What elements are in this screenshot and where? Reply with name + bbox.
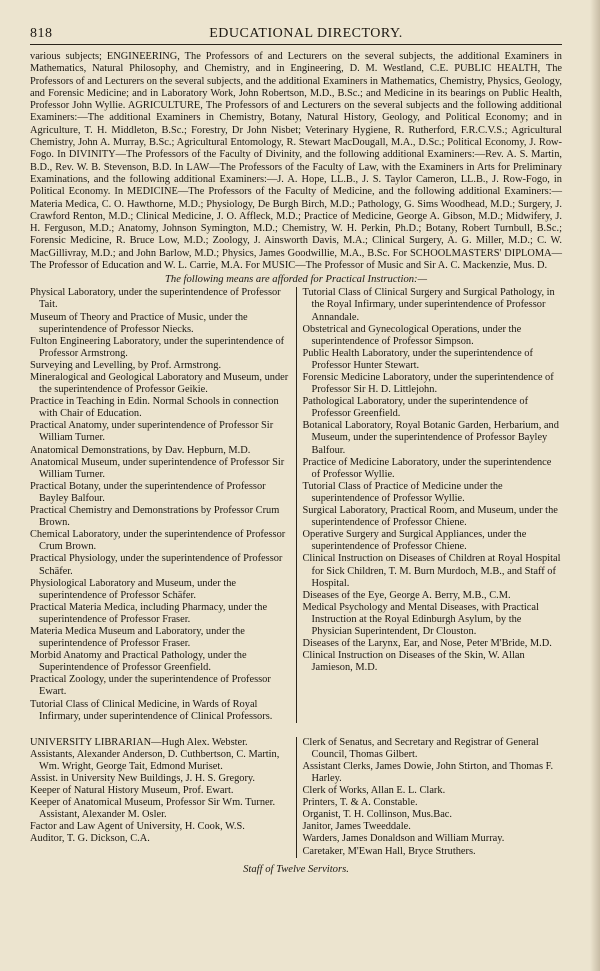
- list-item: Tutorial Class of Practice of Medicine under the superintendence of Professor Wyllie.: [302, 480, 503, 504]
- list-item: Keeper of Natural History Museum, Prof. Ewart.: [30, 785, 234, 797]
- list-item: Mineralogical and Geological Laboratory and Museum, under the superintendence of Professor Geikie.: [30, 372, 289, 396]
- instruction-columns: [30, 287, 562, 722]
- list-item: Practical Anatomy, under superintendence of Professor Sir William Turner.: [30, 420, 274, 444]
- list-item: Public Health Laboratory, under the superintendence of Professor Hunter Stewart.: [302, 347, 533, 371]
- instruction-heading: The following means are afforded for Practical Instruction:—: [165, 274, 427, 286]
- list-item: Printers, T. & A. Constable.: [302, 797, 418, 809]
- instruction-list-right: [296, 287, 563, 722]
- page-header: [30, 26, 562, 42]
- list-item: Medical Psychology and Mental Diseases, with Practical Instruction at the Royal Edinburgh Asylum, by the Physician Superintendent, Dr Clouston.: [302, 601, 539, 637]
- list-item: Obstetrical and Gynecological Operations, under the superintendence of Professor Simpson.: [302, 323, 522, 347]
- list-item: Practical Physiology, under the superintendence of Professor Schäfer.: [30, 553, 283, 577]
- list-item: Practice in Teaching in Edin. Normal Schools in connection with Chair of Education.: [30, 396, 279, 420]
- list-item: Practical Chemistry and Demonstrations by Professor Crum Brown.: [30, 505, 280, 529]
- running-title: EDUCATIONAL DIRECTORY.: [209, 26, 403, 41]
- list-item: Caretaker, M'Ewan Hall, Bryce Struthers.: [302, 845, 476, 857]
- list-item: Botanical Laboratory, Royal Botanic Garden, Herbarium, and Museum, under the superintendence of Professor Bayley Balfour.: [302, 420, 559, 456]
- list-item: Practical Botany, under the superintendence of Professor Bayley Balfour.: [30, 480, 266, 504]
- list-item: Operative Surgery and Surgical Appliances, under the superintendence of Professor Chiene.: [302, 529, 527, 553]
- officers-columns: [30, 737, 562, 858]
- list-item: Chemical Laboratory, under the superintendence of Professor Crum Brown.: [30, 529, 286, 553]
- list-item: Diseases of the Larynx, Ear, and Nose, Peter M'Bride, M.D.: [302, 638, 552, 650]
- list-item: Assistants, Alexander Anderson, D. Cuthbertson, C. Martin, Wm. Wright, George Tait, Edmond Muriset.: [30, 748, 280, 772]
- page-edge-shadow: [590, 0, 600, 971]
- officers-list-left: [30, 737, 296, 858]
- list-item: Practice of Medicine Laboratory, under the superintendence of Professor Wyllie.: [302, 456, 552, 480]
- list-item: Clinical Instruction on Diseases of the Skin, W. Allan Jamieson, M.D.: [302, 650, 525, 674]
- list-item: Tutorial Class of Clinical Medicine, in Wards of Royal Infirmary, under superintendence of Clinical Professors.: [30, 698, 273, 722]
- list-item: Diseases of the Eye, George A. Berry, M.B., C.M.: [302, 589, 511, 601]
- list-item: Surgical Laboratory, Practical Room, and Museum, under the superintendence of Professor Chiene.: [302, 505, 558, 529]
- list-item: Anatomical Demonstrations, by Dav. Hepburn, M.D.: [30, 444, 251, 456]
- list-item: Clinical Instruction on Diseases of Children at Royal Hospital for Sick Children, T. M. Burn Murdoch, M.B., and Staff of Hospital.: [302, 553, 561, 589]
- list-item: Assistant Clerks, James Dowie, John Stirton, and Thomas F. Harley.: [302, 760, 554, 784]
- list-item: Physical Laboratory, under the superintendence of Professor Tait.: [30, 287, 281, 311]
- list-item: Assist. in University New Buildings, J. H. S. Gregory.: [30, 773, 256, 784]
- list-item: Forensic Medicine Laboratory, under the superintendence of Professor Sir H. D. Littlejohn.: [302, 372, 554, 396]
- list-item: Auditor, T. G. Dickson, C.A.: [30, 833, 150, 845]
- list-item: Materia Medica Museum and Laboratory, under the superintendence of Professor Fraser.: [30, 625, 245, 650]
- list-item: Clerk of Senatus, and Secretary and Registrar of General Council, Thomas Gilbert.: [302, 736, 539, 760]
- list-item: Janitor, James Tweeddale.: [302, 821, 411, 833]
- list-item: Tutorial Class of Clinical Surgery and Surgical Pathology, in the Royal Infirmary, under superintendence of Professor Annandale.: [302, 287, 555, 323]
- list-item: Pathological Laboratory, under the superintendence of Professor Greenfield.: [302, 396, 529, 420]
- list-item: Organist, T. H. Collinson, Mus.Bac.: [302, 809, 453, 821]
- list-item: Keeper of Anatomical Museum, Professor Sir Wm. Turner. Assistant, Alexander M. Osler.: [30, 797, 276, 821]
- list-item: Practical Zoology, under the superintendence of Professor Ewart.: [30, 674, 271, 698]
- list-item: UNIVERSITY LIBRARIAN—Hugh Alex. Webster.: [30, 736, 248, 748]
- footer-note: Staff of Twelve Servitors.: [243, 863, 349, 875]
- list-item: Physiological Laboratory and Museum, under the superintendence of Professor Schäfer.: [30, 577, 237, 601]
- list-item: Morbid Anatomy and Practical Pathology, under the Superintendence of Professor Greenfield.: [30, 650, 247, 674]
- list-item: Factor and Law Agent of University, H. Cook, W.S.: [30, 821, 245, 833]
- examiners-text: various subjects; ENGINEERING, The Professors of and Lecturers on the several subjects, the additional Examiners in Mathematics, Natural Philosophy, and Chemistry, and in Engineering, D. M. Westland, C.E. PUBLIC HEALTH, The Professors of and Lecturers on the several subjects, and the additional Examiners in Mathematics, Chemistry, Physics, Geology, and Forensic Medicine; and in Laboratory Work, John Robertson, M.D., B.Sc.; and Medicine in its bearings on Public Health, Professor John Wyllie. AGRICULTURE, The Professors of and Lecturers on the several subjects and the following additional Examiners:—The additional Examiners in Chemistry, Botany, Natural History, Geology, and Political Economy; and in Agriculture, T. H. Middleton, B.Sc.; Forestry, Dr John Nisbet; Veterinary Hygiene, R. Rutherford, F.R.C.V.S.; Agricultural Chemistry, John A. Murray, B.Sc.; Agricultural Entomology, R. Stewart MacDougall, M.A., D.Sc.; Political Economy, J. Row-Fogo. In DIVINITY—The Professors of the Faculty of Divinity, and the following additional Examiners:—Rev. A. S. Martin, B.D., Rev. W. B. Stevenson, B.D. In LAW—The Professors of the Faculty of Law, with the Examiners in Arts for Preliminary Examinations, and the following additional Examiners:—J. A. Hope, LL.B., J. S. Taylor Cameron, LL.B., J. Row-Fogo, in Political Economy. In MEDICINE—The Professors of the Faculty of Medicine, and the following additional Examiners:—Materia Medica, C. O. Hawthorne, M.D.; Physiology, De Burgh Birch, M.D.; Pathology, G. Sims Woodhead, M.D.; Surgery, J. Crawford Renton, M.D.; Clinical Medicine, J. O. Affleck, M.D.; Practice of Medicine, George A. Gibson, M.D.; Midwifery, J. H. Ferguson, M.D.; Anatomy, Johnson Symington, M.D.; Chemistry, W. H. Perkin, Ph.D.; Botany, Robert Turnbull, B.Sc.; Forensic Medicine, R. Bruce Low, M.D.; Zoology, J. Ainsworth Davis, M.A.; Clinical Surgery, A. G. Miller, M.D.; C. W. MacGillivray, M.D.; and John Barlow, M.D.; Physics, James Goodwillie, M.A., B.Sc. For SCHOOLMASTERS' DIPLOMA—The Professor of Education and W. L. Carrie, M.A. For MUSIC—The Professor of Music and Sir A. C. Mackenzie, Mus. D.: [30, 51, 562, 272]
- list-item: Anatomical Museum, under superintendence of Professor Sir William Turner.: [30, 456, 285, 480]
- list-item: Museum of Theory and Practice of Music, under the superintendence of Professor Niecks.: [30, 311, 248, 335]
- list-item: Clerk of Works, Allan E. L. Clark.: [302, 785, 446, 797]
- page-number: 818: [30, 26, 53, 41]
- examiners-paragraph: [30, 51, 562, 272]
- instruction-list-left: [30, 287, 296, 722]
- header-rule: [30, 44, 562, 45]
- list-item: Fulton Engineering Laboratory, under the superintendence of Professor Armstrong.: [30, 335, 285, 359]
- officers-list-right: [296, 737, 563, 858]
- list-item: Practical Materia Medica, including Pharmacy, under the superintendence of Professor Fraser.: [30, 601, 268, 625]
- list-item: Warders, James Donaldson and William Murray.: [302, 833, 505, 845]
- list-item: Surveying and Levelling, by Prof. Armstrong.: [30, 359, 222, 371]
